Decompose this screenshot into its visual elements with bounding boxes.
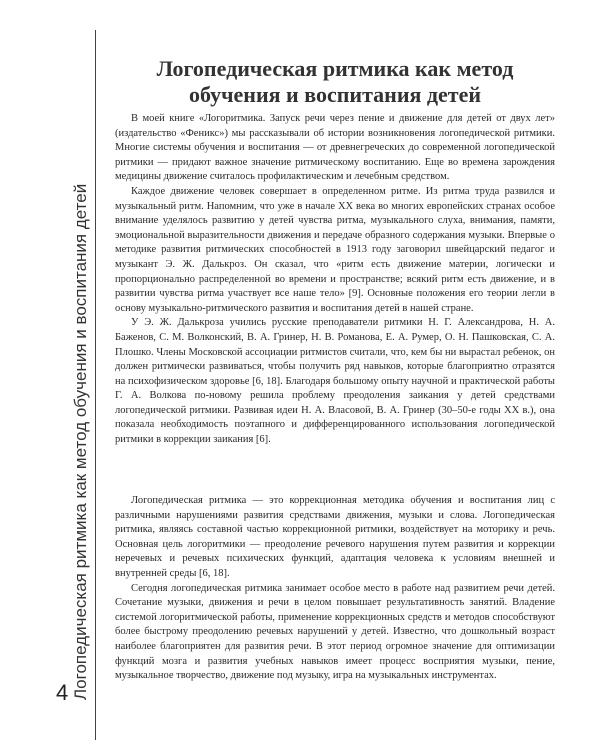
section-history <box>115 112 555 448</box>
margin-rule <box>95 30 96 740</box>
paragraph: Сегодня логопедическая ритмика занимает особое место в работе над развитием речи детей. Сочетание музыки, движения и речи в целом повышает результативность занятий. Владение системой логоритмической работы, применение коррекционных средств и методов способствуют более быстрому преодолению речевых нарушений у детей. Известно, что дошкольный возраст наиболее благоприятен для развития речи. В этот период огромное значение для оптимизации функций мозга и развития учебных навыков имеет процесс восприятия музыки, пение, музыкальное творчество, движение под музыку, игра на музыкальных инструментах. <box>115 582 555 682</box>
chapter-title-line1: Логопедическая ритмика как метод <box>156 56 514 81</box>
chapter-title <box>115 56 555 108</box>
paragraph: Логопедическая ритмика — это коррекционная методика обучения и воспитания лиц с различными нарушениями развития средствами движения, музыки и слова. Логопедическая ритмика, являясь составной частью коррекционной ритмики, воздействует на моторику и речь. Основная цель логоритмики — преодоление речевого нарушения путем развития и коррекции неречевых и речевых психических функций, адаптация человека к условиям внешней и внутренней среды [6, 18]. <box>115 495 555 579</box>
section-definition <box>115 494 555 684</box>
paragraph: В моей книге «Логоритмика. Запуск речи через пение и движение для детей от двух лет» (издательство «Феникс») мы рассказывали об истории возникновения логопедической ритмики. Многие системы обучения и воспитания — от древнегреческих до современной логопедической ритмики — придают важное значение ритмическому воспитанию. Еще во времена зарождения медицины движение считалось профилактическим и лечебным средством. <box>115 113 555 183</box>
page-number: 4 <box>56 680 69 705</box>
chapter-title-line2: обучения и воспитания детей <box>188 82 482 107</box>
paragraph: У Э. Ж. Далькроза учились русские преподаватели ритмики Н. Г. Александрова, Н. А. Баженов, С. М. Волконский, В. А. Гринер, Н. В. Романова, Е. А. Румер, О. Н. Пашковская, С. А. Плошко. Члены Московской ассоциации ритмистов считали, что, кем бы ни вырастал ребенок, он должен ритмически развиваться, чтобы получить ряд навыков, которые благоприятно отразятся на психофизическом здоровье [6, 18]. Благодаря большому опыту научной и практической работы Г. А. Волкова по-новому решила проблему преодоления заикания у детей средствами логопедической ритмики. Развивая идеи Н. А. Власовой, В. А. Гринер (30–50-е годы XX в.), она показала необходимость поэтапного и дифференцированного использования логопедической ритмики в коррекции заикания [6]. <box>115 317 555 446</box>
paragraph: Каждое движение человек совершает в определенном ритме. Из ритма труда развился и музыкальный ритм. Напомним, что уже в начале XX века во многих европейских странах особое внимание уделялось развитию у детей чувства ритма, музыкального слуха, внимания, памяти, эмоциональной выразительности движения и передаче образного содержания музыки. Впервые о методике развития ритмических способностей в 1913 году заговорил швейцарский педагог и музыкант Э. Ж. Далькроз. Он сказал, что «ритм есть движение материи, логически и пропорционально распределенной во времени и пространстве; всякий ритм есть движение, и в развитии чувства ритма участвует все наше тело» [9]. Основные положения его теории легли в основу музыкально-ритмического развития и воспитания детей в нашей стране. <box>115 185 555 314</box>
running-title: Логопедическая ритмика как метод обучения и воспитания детей <box>71 183 90 700</box>
